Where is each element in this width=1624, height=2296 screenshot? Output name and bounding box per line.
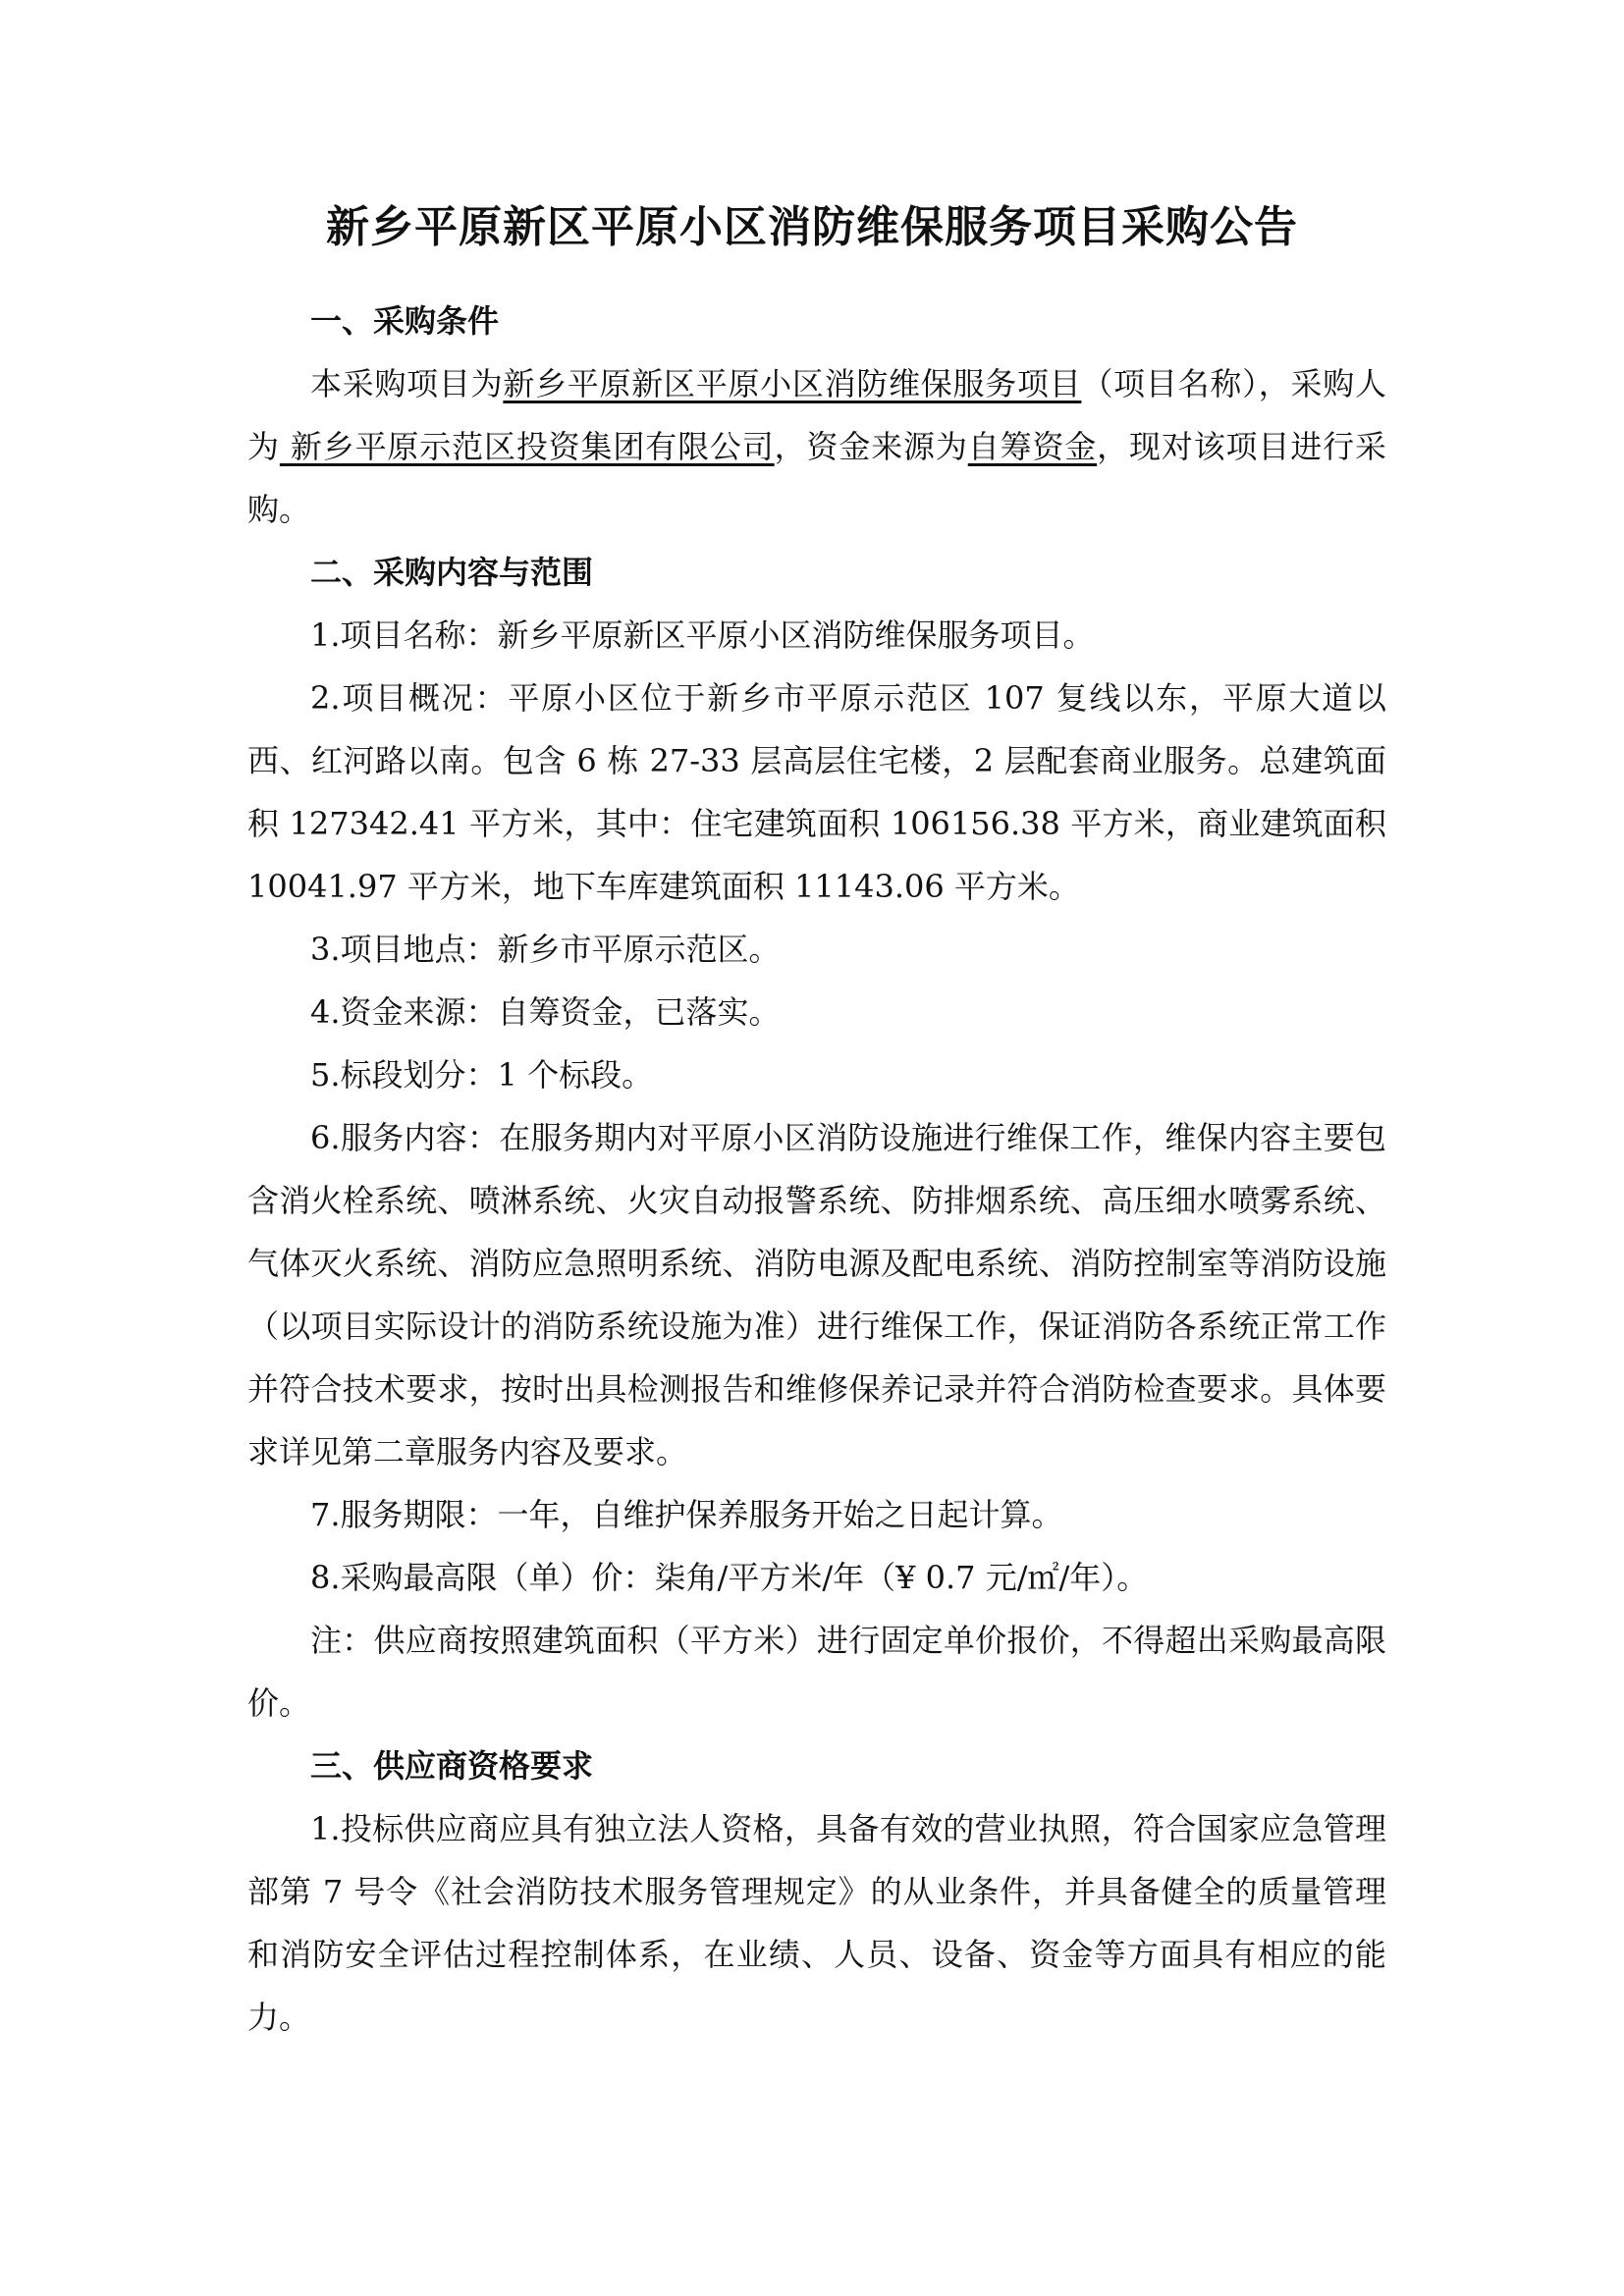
purchaser-underlined: 新乡平原示范区投资集团有限公司 <box>279 428 775 465</box>
list-item: 6.服务内容：在服务期内对平原小区消防设施进行维保工作，维保内容主要包含消火栓系统、喷淋系统、火灾自动报警系统、防排烟系统、高压细水喷雾系统、气体灭火系统、消防应急照明系统、消防电源及配电系统、消防控制室等消防设施（以项目实际设计的消防系统设施为准）进行维保工作，保证消防各系统正常工作并符合技术要求，按时出具检测报告和维修保养记录并符合消防检查要求。具体要求详见第二章服务内容及要求。 <box>247 1119 1386 1470</box>
project-name-underlined: 新乡平原新区平原小区消防维保服务项目 <box>503 365 1082 402</box>
list-item: 1.项目名称：新乡平原新区平原小区消防维保服务项目。 <box>310 616 1095 654</box>
note-paragraph: 注：供应商按照建筑面积（平方米）进行固定单价报价，不得超出采购最高限价。 <box>247 1622 1386 1722</box>
section-heading-content-scope: 二、采购内容与范围 <box>310 554 594 591</box>
text-segment: ，资金来源为 <box>774 428 968 465</box>
section-heading-supplier-qualifications: 三、供应商资格要求 <box>310 1747 594 1785</box>
list-item: 5.标段划分：1 个标段。 <box>310 1056 654 1094</box>
section-heading-procurement-conditions: 一、采购条件 <box>310 302 500 340</box>
document-title: 新乡平原新区平原小区消防维保服务项目采购公告 <box>326 202 1298 252</box>
list-item: 2.项目概况：平原小区位于新乡市平原示范区 107 复线以东，平原大道以西、红河路以南。包含 6 栋 27-33 层高层住宅楼，2 层配套商业服务。总建筑面积 127342.41 平方米，其中：住宅建筑面积 106156.38 平方米，商业建筑面积 10041.97 平方米，地下车库建筑面积 11143.06 平方米。 <box>247 679 1386 905</box>
list-item: 8.采购最高限（单）价：柒角/平方米/年（¥ 0.7 元/㎡/年）。 <box>310 1559 1149 1596</box>
procurement-conditions-paragraph <box>247 352 1386 541</box>
text-segment: ，现对该项目进行采购。 <box>247 428 1386 528</box>
list-item: 3.项目地点：新乡市平原示范区。 <box>310 931 781 968</box>
list-item: 7.服务期限：一年，自维护保养服务开始之日起计算。 <box>310 1496 1063 1533</box>
text-segment: （项目名称），采购人为 <box>247 365 1386 465</box>
list-item: 4.资金来源：自筹资金，已落实。 <box>310 993 781 1031</box>
document-body <box>247 290 1386 2049</box>
list-item: 1.投标供应商应具有独立法人资格，具备有效的营业执照，符合国家应急管理部第 7 号令《社会消防技术服务管理规定》的从业条件，并具备健全的质量管理和消防安全评估过程控制体系，在业绩、人员、设备、资金等方面具有相应的能力。 <box>247 1810 1386 2036</box>
fund-source-underlined: 自筹资金 <box>967 428 1098 465</box>
text-segment: 本采购项目为 <box>310 365 504 402</box>
